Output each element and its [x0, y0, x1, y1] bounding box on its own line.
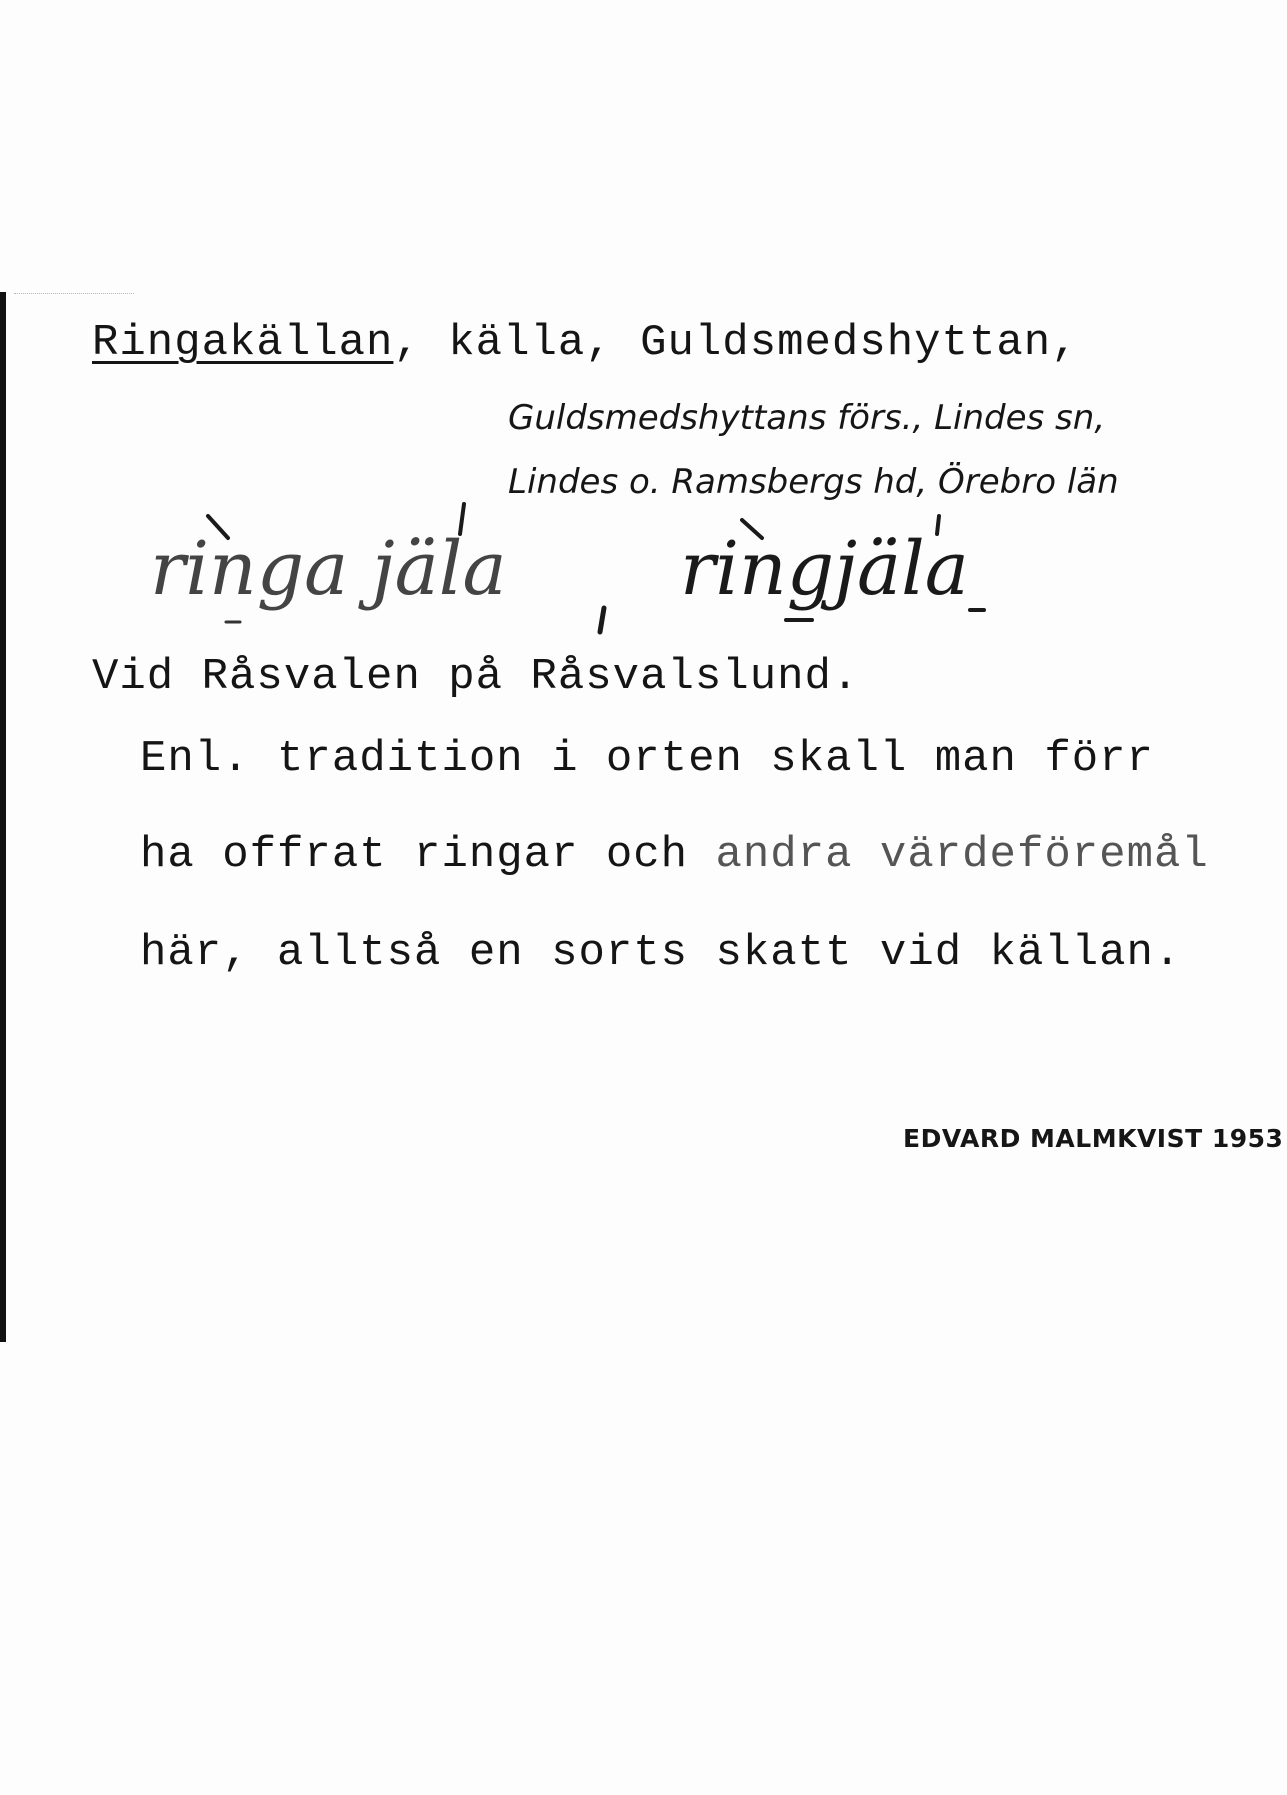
- description-line-3: [140, 830, 1209, 880]
- svg-text:ringa jäla: ringa jäla: [150, 526, 507, 612]
- description-line-3-faded: andra värdeföremål: [715, 830, 1209, 880]
- location-line-1: Guldsmedshyttans förs., Lindes sn,: [508, 398, 1106, 438]
- description-line-3-start: ha offrat ringar och: [140, 830, 716, 880]
- description-line-1: Vid Råsvalen på Råsvalslund.: [92, 652, 860, 702]
- headword: Ringakällan: [92, 318, 394, 368]
- description-line-2: Enl. tradition i orten skall man förr: [140, 734, 1154, 784]
- heading-line: [92, 318, 1079, 368]
- card-left-edge: [0, 292, 6, 1342]
- collector-stamp: EDVARD MALMKVIST 1953: [903, 1124, 1284, 1153]
- card-top-edge-specks: [14, 293, 134, 294]
- handwritten-pronunciation: [150, 498, 1070, 638]
- svg-text:ringjäla: ringjäla: [680, 526, 969, 612]
- location-line-2: Lindes o. Ramsbergs hd, Örebro län: [508, 462, 1119, 502]
- description-line-4: här, alltså en sorts skatt vid källan.: [140, 928, 1182, 978]
- heading-rest: , källa, Guldsmedshyttan,: [393, 318, 1079, 368]
